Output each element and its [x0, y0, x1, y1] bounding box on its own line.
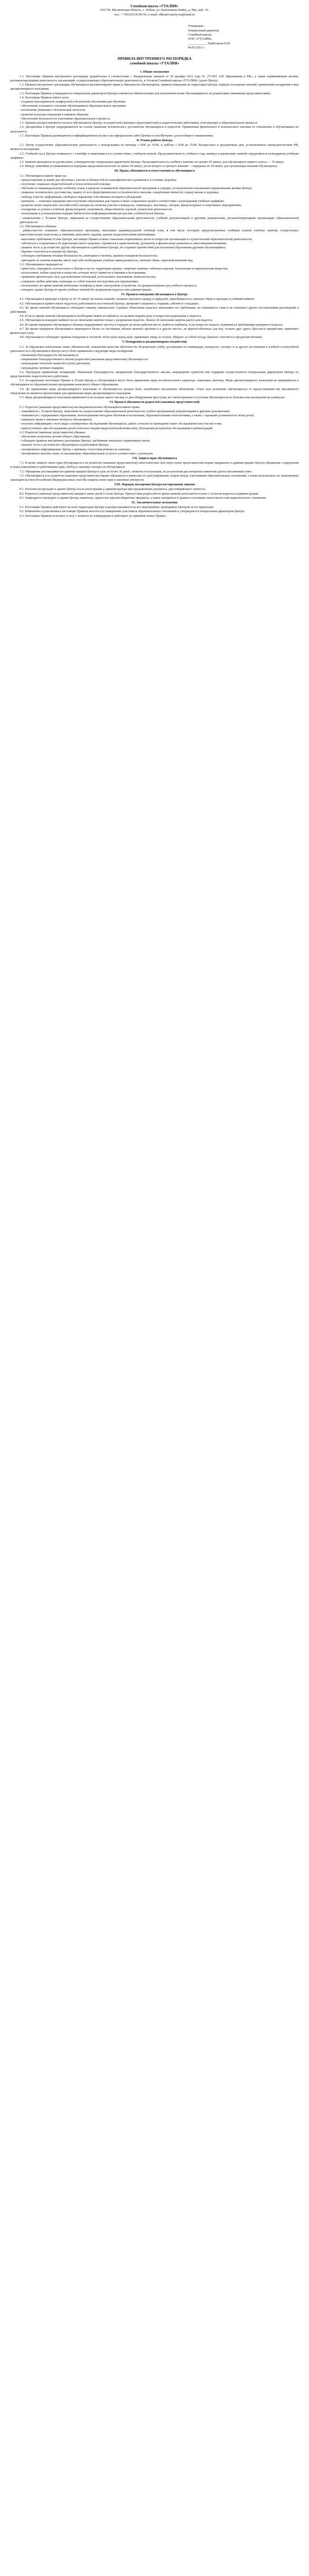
org-header	[10, 4, 299, 17]
list-item: - присутствовать при обследовании детей психолого-медико-педагогической комиссией, обсуждении результатов обследования и рекомендаций.	[20, 427, 213, 430]
paragraph: 7.1. В целях защиты своих прав обучающиеся и их родители (законные представители) самостоятельно или через своих представителей вправе направлять в администрацию Центра обращения о нарушении и (или) ущемлении ее работниками прав, свобод и законных интересов обучающихся.	[10, 462, 299, 469]
list-item: - совершать любые действия, влекущие за собой опасные последствия для окружающих;	[20, 280, 139, 283]
list-item: - знакомиться с Уставом Центра, лицензией на осуществление образовательной деятельности, учебно-программной документацией и другими документами;	[20, 410, 230, 413]
org-name: Семейная школа «УТАЛИЯ»	[130, 4, 179, 8]
section-heading: I. Общие положения	[140, 70, 169, 74]
paragraph: 9.3. Настоящие Правила вступают в силу с момента их утверждения и действуют до принятия новых Правил.	[20, 514, 166, 518]
paragraph: 5.2. Процедура применения поощрений: объявление благодарности, направление благодарственного письма, награждение грамотой или подарком осуществляется генеральным директором Центра по представлению педагогического работника.	[10, 370, 299, 379]
paragraph: 7.3. Обучающиеся и их родители (законные представители) вправе обращаться в комиссию по урегулированию споров между участниками образовательных отношений, а также использовать не запрещенные законодательством Российской Федерации иные способы защиты своих прав и законных интересов.	[10, 474, 299, 482]
paragraph: 5.1. За образцовое выполнение своих обязанностей, повышение качества обученности, безупречную учебу, достижения на олимпиадах, конкурсах, смотрах и за другие достижения в учебной и внеучебной деятельности к обучающимся Центра могут быть применены следующие виды поощрений:	[10, 345, 299, 353]
section-heading: III. Права, обязанности и ответственность обучающихся	[114, 170, 195, 173]
list-item: - обеспечить получение детьми общего образования;	[20, 435, 91, 438]
paragraph: 6.2. Родители (законные представители) обязаны:	[20, 431, 86, 434]
paragraph: 4.2. Обучающиеся приветствуют педагогов, работников и посетителей Центра, проявляют уважение к старшим, заботятся о младших.	[20, 302, 199, 306]
list-item: - объявление благодарности обучающемуся;	[20, 354, 79, 358]
list-item: - направление благодарственного письма родителям (законным представителям) обучающегося;	[20, 358, 149, 362]
list-item: - своевременно вносить плату за оказываемые образовательные услуги в соответствии с договором.	[20, 452, 153, 455]
section-heading: II. Режим работы Центра	[136, 139, 173, 142]
paragraph: 1.7. Настоящие Правила размещаются в информационном уголке и на официальном сайте Центра в сети Интернет для всеобщего ознакомления.	[20, 134, 214, 138]
list-item: - предоставление условий для обучения с учетом особенностей их психофизического развития и состояния здоровья;	[20, 178, 177, 182]
paragraph: 2.1. Центр осуществляет образовательную деятельность с понедельника по пятницу с 8:00 до 19:00, в субботу с 9:00 до 15:00. Воскресенье и праздничные дни, установленные законодательством РФ, являются выходными.	[10, 144, 299, 151]
paragraph: 1.3. Настоящие Правила утверждаются генеральным директором Центра и являются обязательными для исполнения всеми обучающимися и их родителями (законными представителями).	[20, 92, 271, 95]
list-item: - применять физическую силу для выяснения отношений, использовать запугивание, вымогательство;	[20, 276, 157, 279]
list-item: - использовать во время занятий мобильные телефоны и иные электронные устройства, не предназначенные для учебного процесса;	[20, 284, 197, 287]
list-item: - уважение человеческого достоинства, защиту от всех форм физического и психического насилия, оскорбления личности, охрану жизни и здоровья;	[20, 191, 219, 195]
paragraph: 1.1. Настоящие Правила внутреннего распорядка разработаны в соответствии с Федеральным законом от 29 декабря 2012 года № 273-ФЗ «Об образовании в РФ», а также нормативными актами, регламентирующими деятельность организаций, осуществляющих образовательную деятельность, и Уставом Семейной школы «УТАЛИЯ» (далее Центр).	[10, 75, 299, 83]
paragraph: 4.5. Обучающиеся покидают кабинет после окончания занятия только с разрешения педагога. Звонок об окончании занятия дается для педагога.	[20, 319, 213, 323]
paragraph: 1.2. Правила внутреннего распорядка обучающихся регламентируют права и обязанности обучающихся, правила поведения на территории Центра, порядок посещения занятий, применения поощрений и мер дисциплинарного взыскания.	[10, 83, 299, 91]
paragraph: 4.4. Если во время занятий обучающемуся необходимо выйти из кабинета, он должен поднять руку и попросить разрешения у педагога.	[20, 315, 202, 318]
approval-block	[188, 24, 260, 50]
paragraph: 1.5. Правила распространяются на всех обучающихся Центра, их родителей (законных представителей) и педагогических работников, участвующих в образовательном процессе.	[20, 122, 258, 125]
paragraph: 5.4. До применения меры дисциплинарного взыскания от обучающегося должно быть затребовано письменное объяснение. Отказ или уклонение обучающегося от предоставления им письменного объяснения не является препятствием для применения меры дисциплинарного взыскания.	[10, 387, 299, 395]
section-heading: VIII. Порядок посещения Центра посторонними лицами	[114, 483, 195, 487]
paragraph: 5.5. Мера дисциплинарного взыскания применяется не позднее одного месяца со дня обнаружения проступка, не считая времени отсутствия обучающегося по болезни или нахождения на каникулах.	[20, 396, 286, 400]
org-contacts: тел.: +7(916)710-90-56, e-mail: shkoprivatniycen@mail.ru	[114, 12, 195, 16]
paragraph: 9.1. Настоящие Правила действуют на всей территории Центра и распространяются на все мероприятия, проводимые Центром за его пределами.	[20, 506, 214, 510]
approval-line-4: ООО «УТАЛИЯ»	[188, 37, 212, 41]
approval-line-1: Утверждаю	[188, 24, 204, 28]
paragraph: 6.1. Родители (законные представители) несовершеннолетних обучающихся имеют право:	[20, 405, 141, 409]
paragraph: 3.3. Обучающимся запрещается:	[20, 263, 63, 266]
paragraph: 2.3. Занятия проводятся по расписанию, утвержденному генеральным директором Центра. Продолжительность учебного занятия составляет 45 минут, для обучающихся первого класса — 35 минут.	[20, 160, 285, 164]
list-item: - награждение ценным подарком.	[20, 366, 64, 370]
list-item: - добросовестно осваивать образовательную программу, выполнять индивидуальный учебный план, в том числе посещать предусмотренные учебным планом учебные занятия, осуществлять самостоятельную подготовку к занятиям, выполнять задания, данные педагогическими работниками;	[20, 229, 299, 237]
paragraph: 4.7. Во время перерывов обучающимся запрещается бегать по лестницам, вблизи оконных проемов и в других местах, не приспособленных для игр, толкать друг друга, бросаться предметами, применять физическую силу.	[10, 327, 299, 335]
list-item: - уважать честь и достоинство других обучающихся и работников Центра, не создавать препятствий для получения образования другими обучающимися;	[20, 246, 226, 249]
paragraph: 1.6. Дисциплина в Центре поддерживается на основе уважения человеческого достоинства обучающихся и педагогов. Применение физического и психического насилия по отношению к обучающимся не допускается.	[10, 126, 299, 133]
paragraph: 3.1. Обучающиеся имеют право на:	[20, 174, 67, 178]
paragraph: 4.8. Обучающиеся соблюдают правила поведения в столовой: моют руки перед едой, принимают пищу за столом, убирают за собой посуду, бережно относятся к продуктам питания.	[20, 336, 263, 340]
paragraph: 7.2. Обращение рассматривается администрацией Центра в срок не более 30 дней с момента поступления, по результатам рассмотрения заявителю дается письменный ответ.	[20, 470, 252, 473]
approval-line-3: Семейной школы	[188, 33, 212, 37]
paragraph: 4.3. Во время занятий обучающиеся соблюдают тишину, внимательно слушают объяснения педагога, выполняют его требования, не отвлекаются сами и не отвлекают других посторонними разговорами и действиями.	[10, 306, 299, 314]
paragraph: 2.4. Между занятиями устанавливаются перерывы продолжительностью не менее 10 минут, после второго и третьего занятий — перерывы по 20 минут для организации питания обучающихся.	[20, 165, 278, 168]
paragraph: 3.2. Обучающиеся обязаны:	[20, 225, 57, 228]
list-item: - своевременно информировать Центр о причинах отсутствия ребенка на занятиях;	[20, 448, 131, 451]
approval-line-2: Генеральный директор	[188, 28, 219, 32]
approval-signature: ____________ Грибоедова Н.И.	[188, 41, 231, 45]
list-item: - приходить на занятия вовремя, иметь при себе необходимые учебные принадлежности, сменную обувь, опрятный внешний вид.	[20, 259, 194, 262]
paragraph: 1.4. Настоящие Правила имеют цель:	[20, 96, 70, 99]
section-heading: V. Поощрения и дисциплинарное воздействие	[122, 341, 187, 344]
org-address: 141730, Московская область, г. Лобня, ул. Батюшкова Бабка, д. 98а, каб. 16.	[100, 8, 209, 12]
list-item: - получать информацию о всех видах планируемых обследований обучающихся, давать согласие на проведение таких обследований или участие в них;	[20, 422, 222, 426]
paragraph: 4.6. Во время перерывов обучающиеся обязаны поддерживать чистоту и порядок на своем рабочем месте, выйти из кабинета, если попросит педагог, подчиняться требованиям дежурного педагога.	[20, 323, 283, 327]
list-item: - пользование в установленном порядке библиотечно-информационными ресурсами, учебной базой Центра;	[20, 212, 165, 216]
list-item: - заботиться о сохранении и об укреплении своего здоровья, стремиться к нравственному, духовному и физическому развитию и самосовершенствованию;	[20, 242, 227, 245]
list-item: - каникулы — плановые перерывы при получении образования для отдыха и иных социальных целей в соответствии с календарным учебным графиком;	[20, 199, 225, 203]
section-heading: IX. Заключительные положения	[131, 501, 178, 504]
list-item: - развитие своих творческих способностей и интересов, включая участие в конкурсах, олимпиадах, выставках, смотрах, физкультурных и спортивных мероприятиях;	[20, 204, 242, 207]
list-item: - бережно относиться к имуществу Центра;	[20, 250, 78, 254]
paragraph: 8.1. Посетители проходят в здание Центра после регистрации у администратора при предъявлении документа, удостоверяющего личность.	[20, 488, 207, 492]
list-item: - уважать честь и достоинство обучающихся и работников Центра;	[20, 444, 109, 447]
list-item: - защищать права и законные интересы обучающихся;	[20, 418, 92, 422]
document-title-line-2: семейной школы «УТАЛИЯ»	[130, 61, 179, 65]
list-item: - соблюдать требования техники безопасности, санитарии и гигиены, правила пожарной безопасности;	[20, 255, 158, 258]
document-title	[10, 57, 299, 66]
list-item: - свободу совести, информации, свободное выражение собственных взглядов и убеждений;	[20, 195, 142, 199]
paragraph: 4.1. Обучающиеся приходят в Центр за 10–15 минут до начала занятий, снимают верхнюю одежду в гардеробе, переобуваются в сменную обувь и проходят в учебный кабинет.	[20, 298, 255, 301]
list-item: - поощрение за успехи в учебной, физкультурной, спортивной, общественной, научной, творческой деятельности;	[20, 208, 173, 212]
document-body	[10, 70, 299, 518]
list-item: - развитие культуры поведения и навыков общения;	[20, 113, 89, 116]
paragraph: 2.2. Учебный год в Центре начинается 1 сентября и заканчивается в соответствии с учебным планом. Продолжительность учебного года, каникул и расписание занятий определяются календарным учебным графиком.	[10, 152, 299, 160]
list-item: - использовать любые средства и вещества, которые могут привести к взрывам и возгораниям;	[20, 272, 146, 275]
list-item: - награждение почетной грамотой и (или) дипломом;	[20, 362, 91, 366]
section-heading: VI. Права и обязанности родителей (законных представителей)	[109, 401, 200, 404]
list-item: - создание благоприятной, комфортной и безопасной обстановки для обучения;	[20, 100, 126, 104]
list-item: - получение социально-педагогической и психологической помощи;	[20, 182, 111, 186]
list-item: - приносить, передавать, использовать в Центре и на его территории оружие, спиртные напитки, табачные изделия, токсические и наркотические вещества;	[20, 267, 228, 270]
section-heading: VII. Защита прав обучающихся	[132, 456, 177, 460]
list-item: - соблюдать правила внутреннего распорядка Центра, требования локальных нормативных актов;	[20, 439, 150, 443]
list-item: - покидать здание Центра во время учебных занятий без разрешения педагога или администрации.	[20, 289, 152, 292]
paragraph: 8.3. Запрещается проводить в здание Центра животных, приносить крупногабаритные предметы, а также находиться в здании в состоянии алкогольного или наркотического опьянения.	[20, 496, 267, 500]
document-title-line-1: ПРАВИЛА ВНУТРЕННЕГО РАСПОРЯДКА	[117, 56, 192, 61]
paragraph: 8.2. Родители (законные представители) ожидают своих детей в холле Центра. Присутствие родителей во время занятий допускается только с согласия педагога и администрации.	[20, 492, 259, 496]
list-item: - воспитание уважения к человеческой личности;	[20, 109, 86, 112]
approval-date: 04.03.2021 г.	[188, 46, 205, 50]
list-item: - обеспечение успешного освоения обучающимися образовательных программ;	[20, 105, 126, 108]
list-item: - обучение по индивидуальному учебному плану в пределах осваиваемой образовательной программы в порядке, установленном локальными нормативными актами Центра;	[20, 187, 252, 191]
list-item: - выполнять требования Устава Центра, настоящих Правил и иных локальных нормативных актов по вопросам организации и осуществления образовательной деятельности;	[20, 238, 253, 241]
list-item: - знакомиться с содержанием образования, используемыми методами обучения и воспитания, образовательными технологиями, а также с оценками успеваемости своих детей;	[20, 414, 254, 417]
paragraph: 9.2. Изменения и дополнения в настоящие Правила вносятся по инициативе участников образовательных отношений и утверждаются генеральным директором Центра.	[20, 510, 245, 514]
paragraph: 5.3. За нарушение настоящих Правил и Устава Центра к обучающимся могут быть применены меры воспитательного характера: замечание, выговор. Меры дисциплинарного взыскания не применяются к обучающимся по образовательным программам начального общего образования.	[10, 379, 299, 387]
list-item: - обеспечение безопасности участников образовательного процесса.	[20, 117, 111, 121]
section-heading: IV. Правила поведения обучающихся в Центре	[121, 293, 188, 297]
list-item: - ознакомление с Уставом Центра, лицензией на осуществление образовательной деятельности, учебной документацией и другими документами, регламентирующими организацию образовательной деятельности.	[20, 216, 299, 224]
